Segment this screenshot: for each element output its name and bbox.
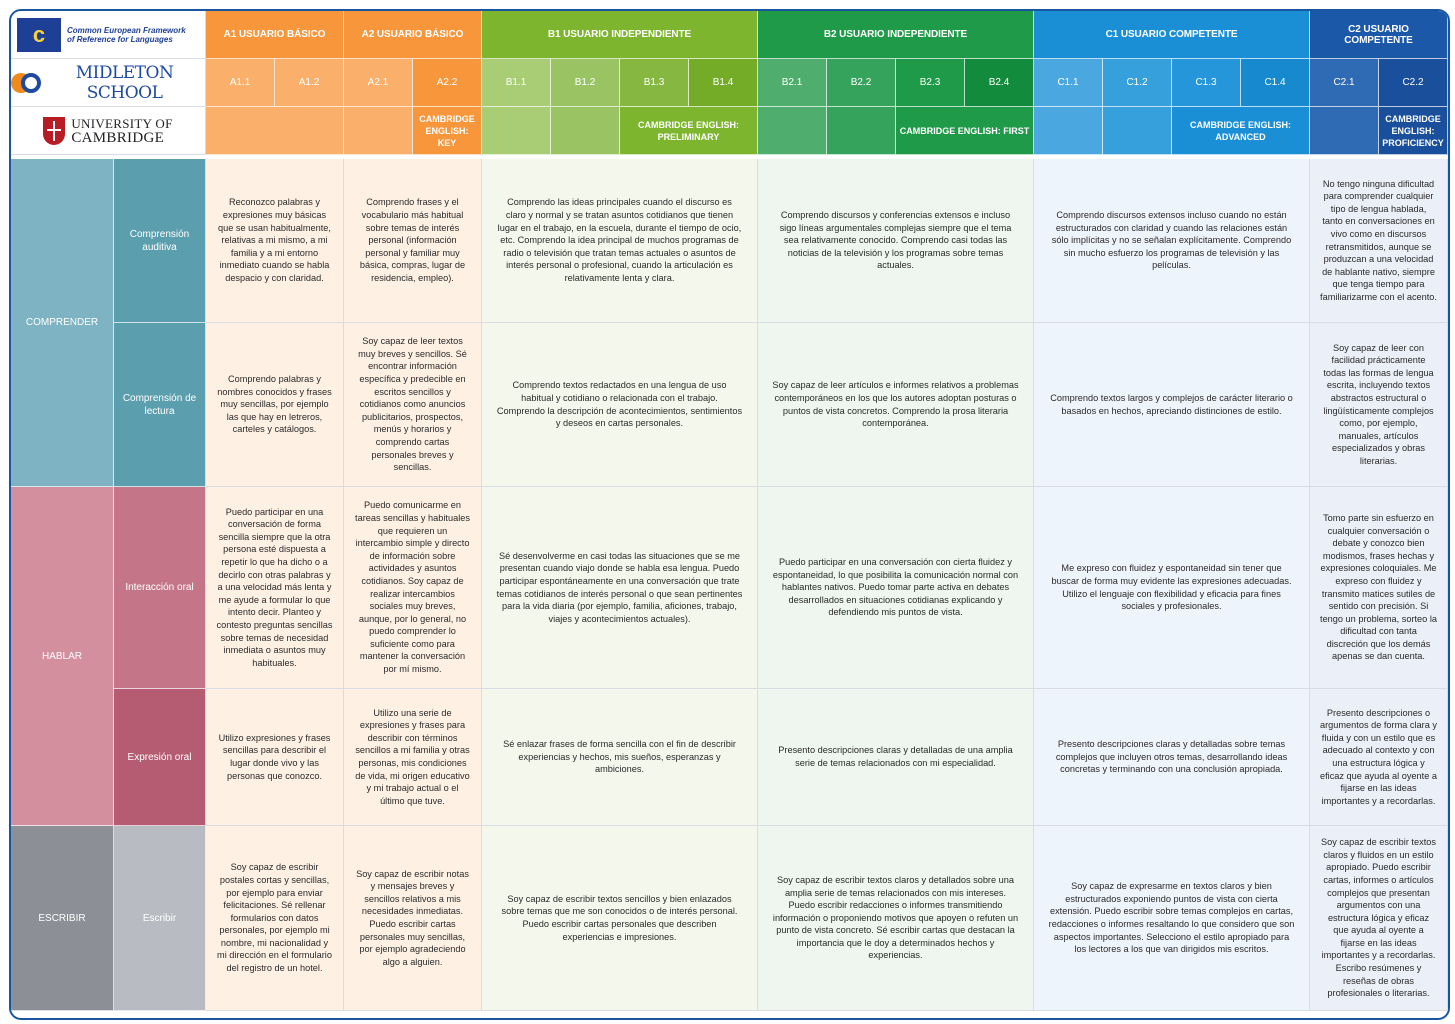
desc-expresion-c2: Presento descripciones o argumentos de forma clara y fluida y con un estilo que es adecuado al contexto y con una estructura lógica y eficaz que ayuda al oyente a fijarse en las ideas importantes y a recordarlas. bbox=[1310, 689, 1448, 826]
skill-expresion-oral: Expresión oral bbox=[114, 689, 206, 826]
band-a2: A2 USUARIO BÁSICO bbox=[344, 11, 482, 59]
sublevel-c1-3: C1.3 bbox=[1172, 59, 1241, 107]
exam-empty-a1 bbox=[206, 107, 344, 155]
sublevel-a1-1: A1.1 bbox=[206, 59, 275, 107]
desc-lectura-b1: Comprendo textos redactados en una lengua de uso habitual y cotidiano o relacionada con el trabajo. Comprendo la descripción de acontecimientos, sentimientos y deseos en cartas personales. bbox=[482, 323, 758, 487]
desc-escribir-a2: Soy capaz de escribir notas y mensajes breves y sencillos relativos a mis necesidades inmediatas. Puedo escribir cartas personales muy sencillas, por ejemplo agradeciendo algo a alguien. bbox=[344, 826, 482, 1011]
sublevel-c1-2: C1.2 bbox=[1103, 59, 1172, 107]
sublevel-c2-2: C2.2 bbox=[1379, 59, 1448, 107]
exam-empty-c2-1 bbox=[1310, 107, 1379, 155]
desc-auditiva-c1: Comprendo discursos extensos incluso cuando no están estructurados con claridad y cuando las relaciones están sólo implícitas y no se señalan explícitamente. Comprendo sin mucho esfuerzo los programas de televisión y las películas. bbox=[1034, 159, 1310, 323]
desc-escribir-a1: Soy capaz de escribir postales cortas y sencillas, por ejemplo para enviar felicitaciones. Sé rellenar formularios con datos personales, por ejemplo mi nombre, mi nacionalidad y mi dirección en el formulario del registro de un hotel. bbox=[206, 826, 344, 1011]
band-b2: B2 USUARIO INDEPENDIENTE bbox=[758, 11, 1034, 59]
exam-empty-b1-1 bbox=[482, 107, 551, 155]
desc-expresion-b1: Sé enlazar frases de forma sencilla con el fin de describir experiencias y hechos, mis sueños, esperanzas y ambiciones. bbox=[482, 689, 758, 826]
cambridge-line2: CAMBRIDGE bbox=[71, 129, 165, 146]
category-hablar: HABLAR bbox=[11, 487, 114, 826]
desc-escribir-c2: Soy capaz de escribir textos claros y fluidos en un estilo apropiado. Puedo escribir cartas, informes o artículos complejos que presentan argumentos con una estructura lógica y eficaz que ayuda al oyente a fijarse en las ideas importantes y a recordarlas. Escribo resúmenes y reseñas de obras profesionales o literarias. bbox=[1310, 826, 1448, 1011]
desc-lectura-a2: Soy capaz de leer textos muy breves y sencillos. Sé encontrar información específica y predecible en escritos sencillos y cotidianos como anuncios publicitarios, prospectos, menús y horarios y comprendo cartas personales breves y sencillas. bbox=[344, 323, 482, 487]
exam-empty-b2-1 bbox=[758, 107, 827, 155]
desc-interaccion-a1: Puedo participar en una conversación de forma sencilla siempre que la otra persona esté dispuesta a repetir lo que ha dicho o a decirlo con otras palabras y a una velocidad más lenta y me ayude a formular lo que intento decir. Planteo y contesto preguntas sencillas sobre temas de necesidad inmediata o asuntos muy habituales. bbox=[206, 487, 344, 689]
desc-lectura-c2: Soy capaz de leer con facilidad prácticamente todas las formas de lengua escrita, incluyendo textos abstractos estructural o lingüísticamente complejos como, por ejemplo, manuales, artículos especializados y obras literarias. bbox=[1310, 323, 1448, 487]
exam-empty-c1-1 bbox=[1034, 107, 1103, 155]
desc-expresion-a1: Utilizo expresiones y frases sencillas para describir el lugar donde vivo y las personas que conozco. bbox=[206, 689, 344, 826]
exam-empty-b2-2 bbox=[827, 107, 896, 155]
desc-lectura-a1: Comprendo palabras y nombres conocidos y frases muy sencillas, por ejemplo las que hay en letreros, carteles y catálogos. bbox=[206, 323, 344, 487]
desc-auditiva-b2: Comprendo discursos y conferencias extensos e incluso sigo líneas argumentales complejas siempre que el tema sea relativamente conocido. Comprendo casi todas las noticias de la televisión y los programas sobre temas actuales. bbox=[758, 159, 1034, 323]
sublevel-b2-3: B2.3 bbox=[896, 59, 965, 107]
band-b1: B1 USUARIO INDEPENDIENTE bbox=[482, 11, 758, 59]
cambridge-line1: UNIVERSITY OF bbox=[71, 115, 173, 131]
sublevel-a2-1: A2.1 bbox=[344, 59, 413, 107]
cefr-logo-line1: Common European Framework bbox=[67, 25, 186, 35]
exam-advanced: CAMBRIDGE ENGLISH: ADVANCED bbox=[1172, 107, 1310, 155]
band-c1: C1 USUARIO COMPETENTE bbox=[1034, 11, 1310, 59]
desc-interaccion-b2: Puedo participar en una conversación con cierta fluidez y espontaneidad, lo que posibilita la comunicación normal con hablantes nativos. Puedo tomar parte activa en debates desarrollados en situaciones cotidianas explicando y defendiendo mis puntos de vista. bbox=[758, 487, 1034, 689]
band-c2: C2 USUARIO COMPETENTE bbox=[1310, 11, 1448, 59]
desc-interaccion-c1: Me expreso con fluidez y espontaneidad sin tener que buscar de forma muy evidente las expresiones adecuadas. Utilizo el lenguaje con flexibilidad y eficacia para fines sociales y profesionales. bbox=[1034, 487, 1310, 689]
sublevel-a2-2: A2.2 bbox=[413, 59, 482, 107]
skill-comprension-auditiva: Comprensión auditiva bbox=[114, 159, 206, 323]
cambridge-logo bbox=[11, 107, 206, 155]
sublevel-b2-1: B2.1 bbox=[758, 59, 827, 107]
desc-auditiva-c2: No tengo ninguna dificultad para comprender cualquier tipo de lengua hablada, tanto en conversaciones en vivo como en discursos retransmitidos, aunque se produzcan a una velocidad de hablante nativo, siempre que tenga tiempo para familiarizarme con el acento. bbox=[1310, 159, 1448, 323]
council-of-europe-icon: c bbox=[17, 18, 61, 52]
category-escribir: ESCRIBIR bbox=[11, 826, 114, 1011]
cefr-logo bbox=[11, 11, 206, 59]
exam-first: CAMBRIDGE ENGLISH: FIRST bbox=[896, 107, 1034, 155]
cambridge-shield-icon bbox=[43, 117, 65, 145]
sublevel-a1-2: A1.2 bbox=[275, 59, 344, 107]
midleton-logo bbox=[11, 59, 206, 107]
desc-auditiva-a2: Comprendo frases y el vocabulario más habitual sobre temas de interés personal (información personal y familiar muy básica, compras, lugar de residencia, empleo). bbox=[344, 159, 482, 323]
skill-escribir: Escribir bbox=[114, 826, 206, 1011]
exam-key: CAMBRIDGE ENGLISH: KEY bbox=[413, 107, 482, 155]
desc-expresion-a2: Utilizo una serie de expresiones y frases para describir con términos sencillos a mi familia y otras personas, mis condiciones de vida, mi origen educativo y mi trabajo actual o el último que tuve. bbox=[344, 689, 482, 826]
desc-interaccion-c2: Tomo parte sin esfuerzo en cualquier conversación o debate y conozco bien modismos, frases hechas y expresiones coloquiales. Me expreso con fluidez y transmito matices sutiles de sentido con precisión. Si tengo un problema, sorteo la dificultad con tanta discreción que los demás apenas se dan cuenta. bbox=[1310, 487, 1448, 689]
midleton-mark-icon bbox=[11, 71, 38, 95]
desc-lectura-c1: Comprendo textos largos y complejos de carácter literario o basados en hechos, apreciando distinciones de estilo. bbox=[1034, 323, 1310, 487]
sublevel-b1-4: B1.4 bbox=[689, 59, 758, 107]
sublevel-b2-4: B2.4 bbox=[965, 59, 1034, 107]
desc-interaccion-a2: Puedo comunicarme en tareas sencillas y habituales que requieren un intercambio simple y directo de información sobre actividades y asuntos cotidianos. Soy capaz de realizar intercambios sociales muy breves, aunque, por lo general, no puedo comprender lo suficiente como para mantener la conversación por mí mismo. bbox=[344, 487, 482, 689]
skill-comprension-lectura: Comprensión de lectura bbox=[114, 323, 206, 487]
desc-interaccion-b1: Sé desenvolverme en casi todas las situaciones que se me presentan cuando viajo donde se habla esa lengua. Puedo participar espontáneamente en una conversación que trate temas cotidianos de interés personal o que sean pertinentes para la vida diaria (por ejemplo, familia, aficiones, trabajo, viajes y acontecimientos actuales). bbox=[482, 487, 758, 689]
desc-expresion-c1: Presento descripciones claras y detalladas sobre temas complejos que incluyen otros temas, desarrollando ideas concretas y terminando con una conclusión apropiada. bbox=[1034, 689, 1310, 826]
cefr-grid bbox=[11, 11, 1448, 1018]
desc-auditiva-b1: Comprendo las ideas principales cuando el discurso es claro y normal y se tratan asuntos cotidianos que tienen lugar en el trabajo, en la escuela, durante el tiempo de ocio, etc. Comprendo la idea principal de muchos programas de radio o televisión que tratan temas actuales o asuntos de interés personal o profesional, cuando la articulación es relativamente lenta y clara. bbox=[482, 159, 758, 323]
exam-preliminary: CAMBRIDGE ENGLISH: PRELIMINARY bbox=[620, 107, 758, 155]
sublevel-c1-4: C1.4 bbox=[1241, 59, 1310, 107]
exam-empty-a2-1 bbox=[344, 107, 413, 155]
sublevel-b1-2: B1.2 bbox=[551, 59, 620, 107]
sublevel-c2-1: C2.1 bbox=[1310, 59, 1379, 107]
exam-empty-b1-2 bbox=[551, 107, 620, 155]
sublevel-b1-1: B1.1 bbox=[482, 59, 551, 107]
cefr-chart bbox=[9, 9, 1450, 1020]
sublevel-c1-1: C1.1 bbox=[1034, 59, 1103, 107]
desc-expresion-b2: Presento descripciones claras y detalladas de una amplia serie de temas relacionados con mi especialidad. bbox=[758, 689, 1034, 826]
desc-escribir-b1: Soy capaz de escribir textos sencillos y bien enlazados sobre temas que me son conocidos o de interés personal. Puedo escribir cartas personales que describen experiencias e impresiones. bbox=[482, 826, 758, 1011]
cefr-logo-line2: of Reference for Languages bbox=[67, 34, 173, 44]
desc-auditiva-a1: Reconozco palabras y expresiones muy básicas que se usan habitualmente, relativas a mi mismo, a mi familia y a mi entorno inmediato cuando se habla despacio y con claridad. bbox=[206, 159, 344, 323]
skill-interaccion-oral: Interacción oral bbox=[114, 487, 206, 689]
desc-escribir-b2: Soy capaz de escribir textos claros y detallados sobre una amplia serie de temas relacionados con mis intereses. Puedo escribir redacciones o informes transmitiendo información o proponiendo motivos que apoyen o refuten un punto de vista concreto. Sé escribir cartas que destacan la importancia que le doy a determinados hechos y experiencias. bbox=[758, 826, 1034, 1011]
midleton-name: MIDLETON SCHOOL bbox=[75, 62, 174, 103]
desc-lectura-b2: Soy capaz de leer artículos e informes relativos a problemas contemporáneos en los que los autores adoptan posturas o puntos de vista concretos. Comprendo la prosa literaria contemporánea. bbox=[758, 323, 1034, 487]
category-comprender: COMPRENDER bbox=[11, 159, 114, 487]
sublevel-b1-3: B1.3 bbox=[620, 59, 689, 107]
exam-empty-c1-2 bbox=[1103, 107, 1172, 155]
band-a1: A1 USUARIO BÁSICO bbox=[206, 11, 344, 59]
sublevel-b2-2: B2.2 bbox=[827, 59, 896, 107]
exam-proficiency: CAMBRIDGE ENGLISH: PROFICIENCY bbox=[1379, 107, 1448, 155]
desc-escribir-c1: Soy capaz de expresarme en textos claros y bien estructurados exponiendo puntos de vista con cierta extensión. Puedo escribir sobre temas complejos en cartas, redacciones o informes resaltando lo que considero que son aspectos importantes. Selecciono el estilo apropiado para los lectores a los que van dirigidos mis escritos. bbox=[1034, 826, 1310, 1011]
